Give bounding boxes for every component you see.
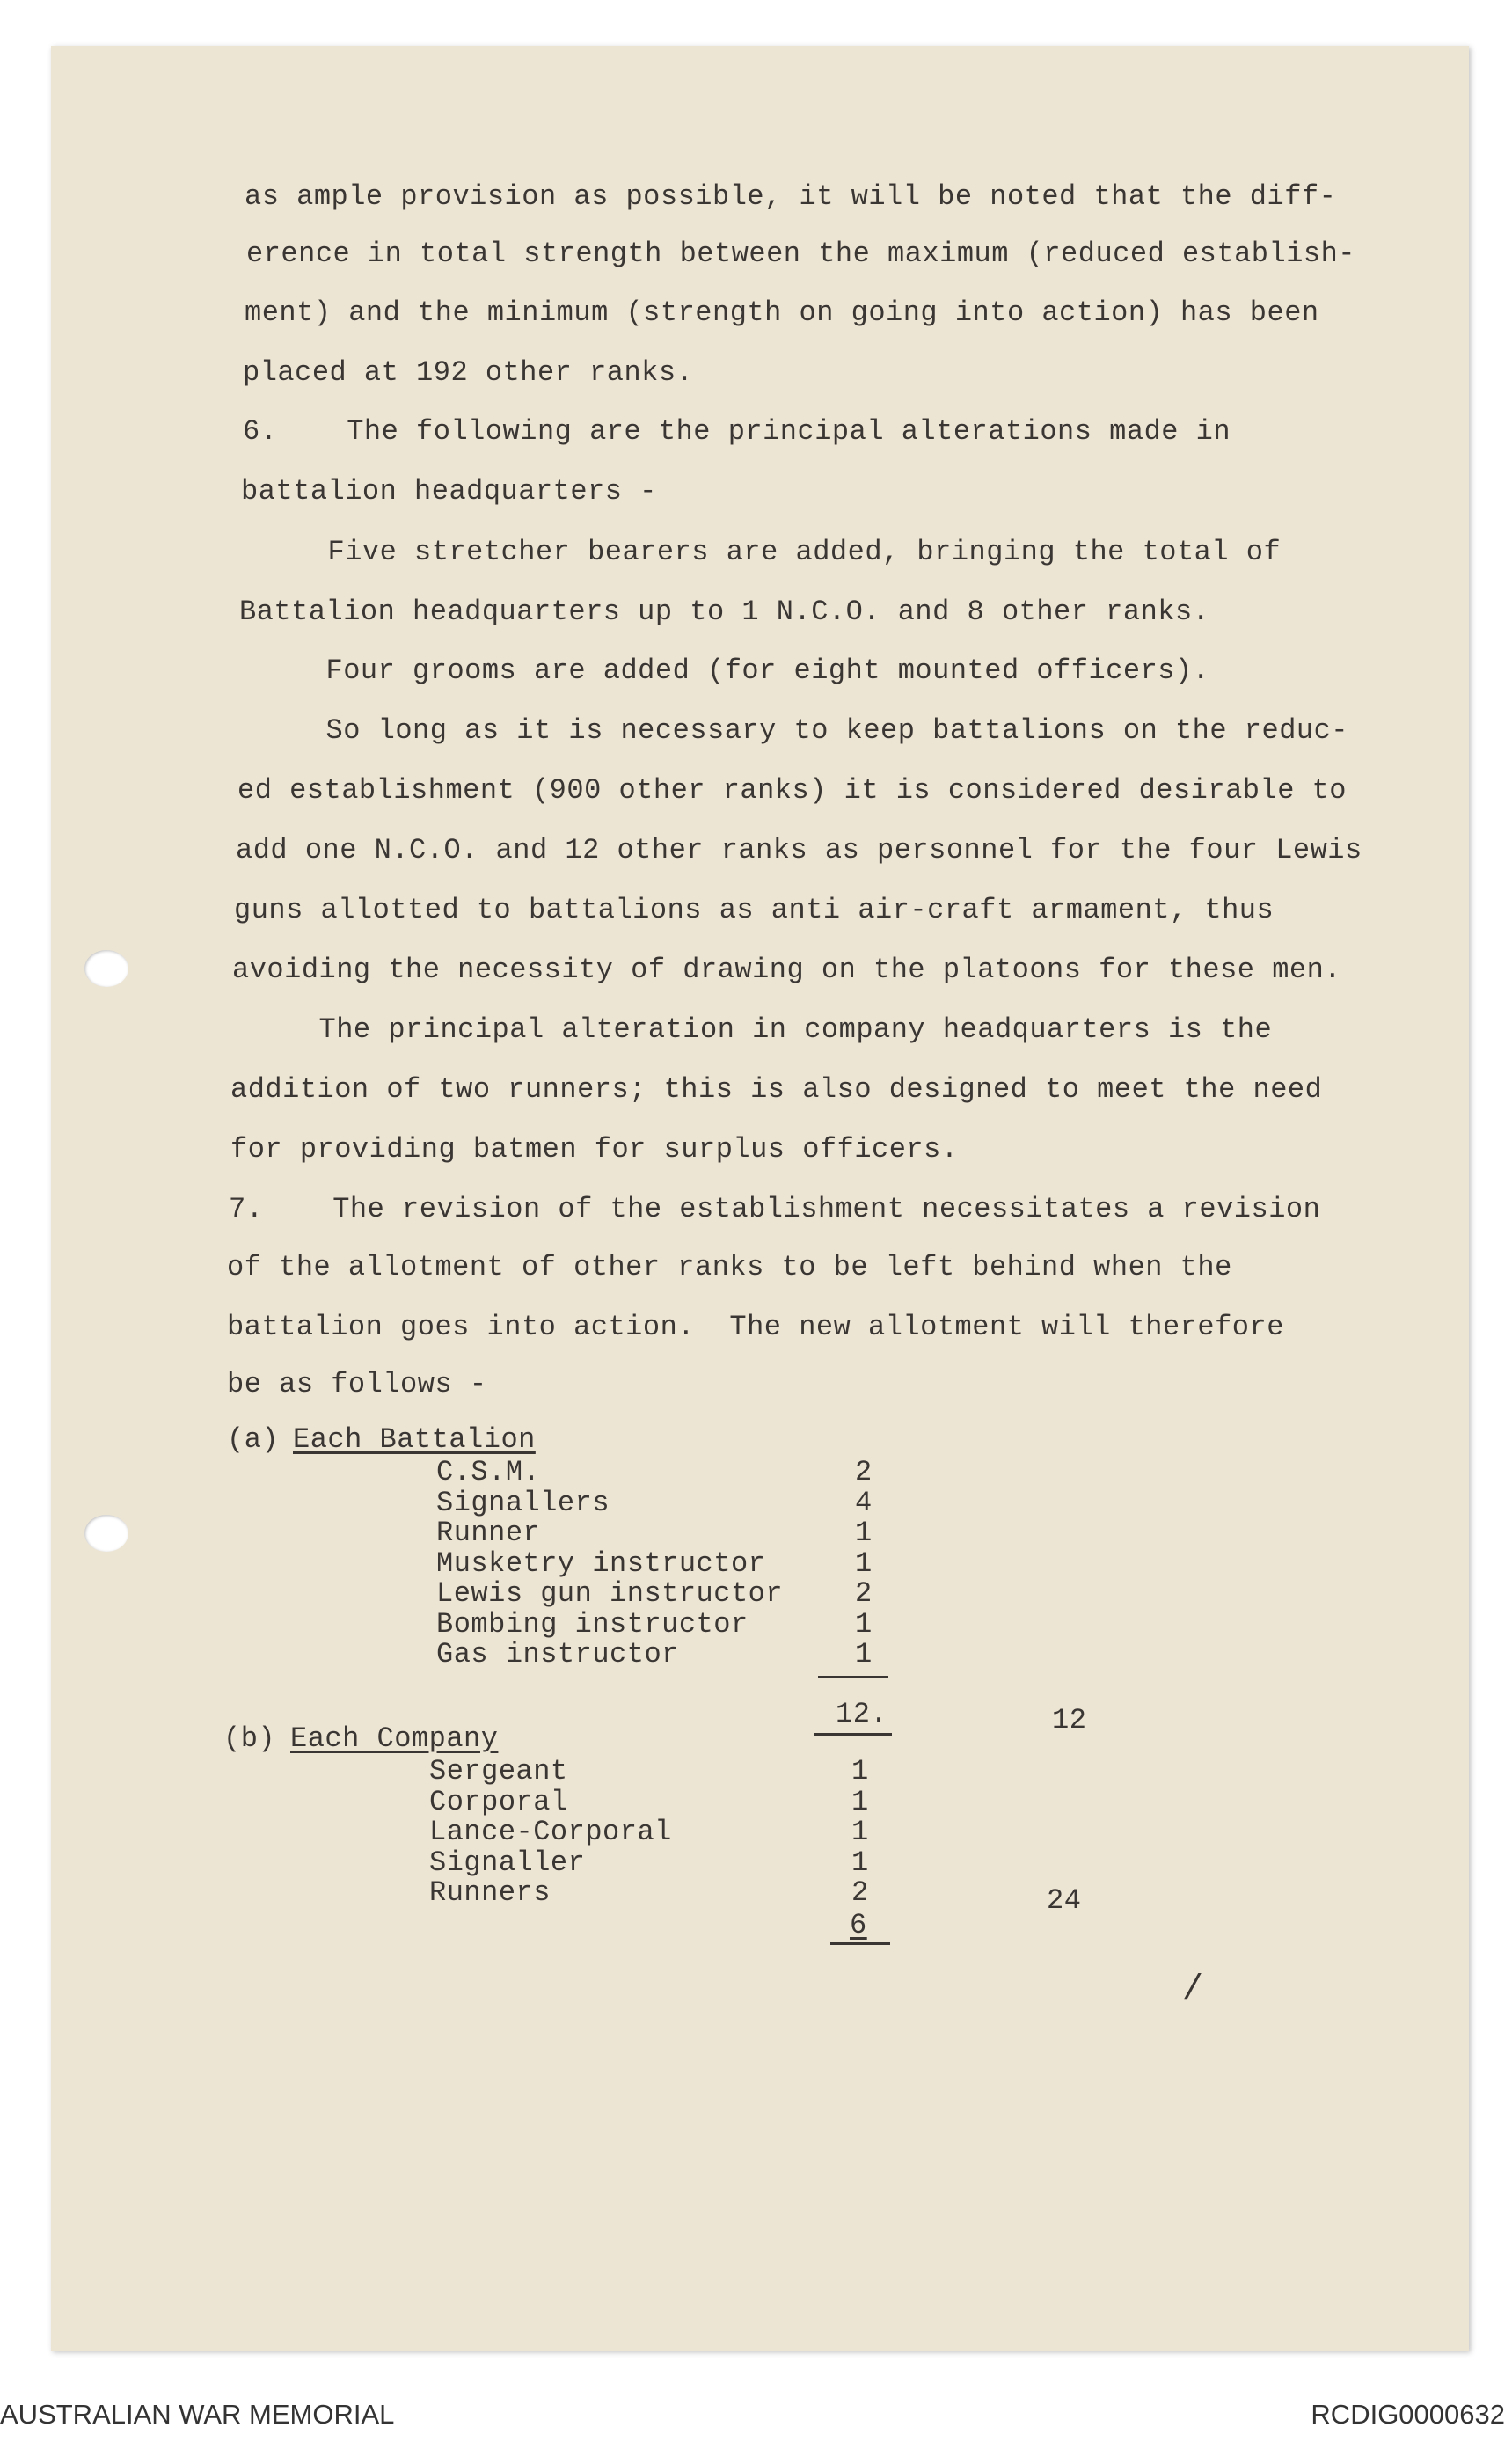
list-item-count: 2 [855, 1456, 873, 1488]
paragraph-line: ment) and the minimum (strength on going into action) has been [245, 296, 1319, 329]
list-item-name: Corporal [429, 1786, 568, 1818]
paragraph-line: erence in total strength between the maximum (reduced establish- [246, 238, 1355, 270]
section-b-subtotal: 6 [850, 1909, 867, 1941]
paragraph-line: guns allotted to battalions as anti air-craft armament, thus [234, 894, 1275, 926]
section-b-subtotal-rule [830, 1942, 890, 1945]
paragraph-line: 7. The revision of the establishment necessitates a revision [229, 1193, 1321, 1225]
punch-hole-lower [84, 1515, 128, 1552]
paragraph-line: for providing batmen for surplus officers. [230, 1133, 959, 1166]
section-a-subtotal-rule [814, 1733, 892, 1736]
paragraph-line: addition of two runners; this is also designed to meet the need [230, 1073, 1323, 1106]
list-item-name: Musketry instructor [436, 1547, 766, 1580]
list-item-count: 1 [855, 1638, 873, 1671]
footer-reference-id: RCDIG0000632 [1311, 2399, 1505, 2430]
paragraph-line: avoiding the necessity of drawing on the platoons for these men. [232, 954, 1341, 986]
list-item-count: 1 [855, 1608, 873, 1641]
paragraph-line: Five stretcher bearers are added, bringing the total of [241, 536, 1282, 568]
list-item-name: C.S.M. [436, 1456, 541, 1488]
paragraph-line: be as follows - [227, 1368, 487, 1400]
list-item-name: Gas instructor [436, 1638, 679, 1671]
paragraph-line: Four grooms are added (for eight mounted officers). [239, 654, 1210, 687]
list-item-count: 2 [851, 1876, 869, 1909]
pencil-slash-mark: / [1182, 1970, 1204, 2010]
section-a-sum-rule [818, 1676, 888, 1678]
list-item-count: 1 [851, 1816, 869, 1848]
paragraph-line: battalion headquarters - [241, 475, 657, 508]
paragraph-line: Battalion headquarters up to 1 N.C.O. and 8 other ranks. [239, 596, 1210, 628]
section-b-label: (b) [223, 1722, 276, 1755]
list-item-name: Lewis gun instructor [436, 1577, 784, 1610]
paragraph-line: of the allotment of other ranks to be left behind when the [227, 1251, 1232, 1283]
list-item-count: 1 [851, 1846, 869, 1879]
section-a-heading: Each Battalion [293, 1423, 536, 1456]
list-item-name: Signaller [429, 1846, 586, 1879]
footer-institution: AUSTRALIAN WAR MEMORIAL [0, 2399, 395, 2430]
list-item-count: 1 [855, 1517, 873, 1549]
list-item-count: 1 [851, 1786, 869, 1818]
section-a-label: (a) [227, 1423, 280, 1456]
list-item-name: Runner [436, 1517, 541, 1549]
section-b-heading: Each Company [290, 1722, 499, 1755]
paragraph-line: So long as it is necessary to keep battalions on the reduc- [239, 714, 1348, 747]
paragraph-line: The principal alteration in company headquarters is the [232, 1013, 1273, 1046]
list-item-count: 1 [855, 1547, 873, 1580]
paragraph-line: ed establishment (900 other ranks) it is considered desirable to [237, 774, 1347, 807]
list-item-count: 2 [855, 1577, 873, 1610]
list-item-count: 4 [855, 1487, 873, 1519]
punch-hole-upper [84, 950, 128, 987]
list-item-name: Bombing instructor [436, 1608, 749, 1641]
section-a-subtotal: 12. [836, 1698, 888, 1730]
paragraph-line: battalion goes into action. The new allotment will therefore [227, 1311, 1284, 1343]
list-item-name: Lance-Corporal [429, 1816, 672, 1848]
list-item-name: Runners [429, 1876, 551, 1909]
list-item-name: Sergeant [429, 1755, 568, 1788]
list-item-count: 1 [851, 1755, 869, 1788]
list-item-name: Signallers [436, 1487, 610, 1519]
paragraph-line: placed at 192 other ranks. [243, 356, 694, 389]
paragraph-line: 6. The following are the principal alterations made in [243, 415, 1231, 448]
section-a-total: 12 [1052, 1704, 1087, 1736]
paragraph-line: add one N.C.O. and 12 other ranks as personnel for the four Lewis [236, 834, 1362, 866]
section-b-total: 24 [1047, 1884, 1082, 1917]
paragraph-line: as ample provision as possible, it will be noted that the diff- [245, 180, 1337, 213]
